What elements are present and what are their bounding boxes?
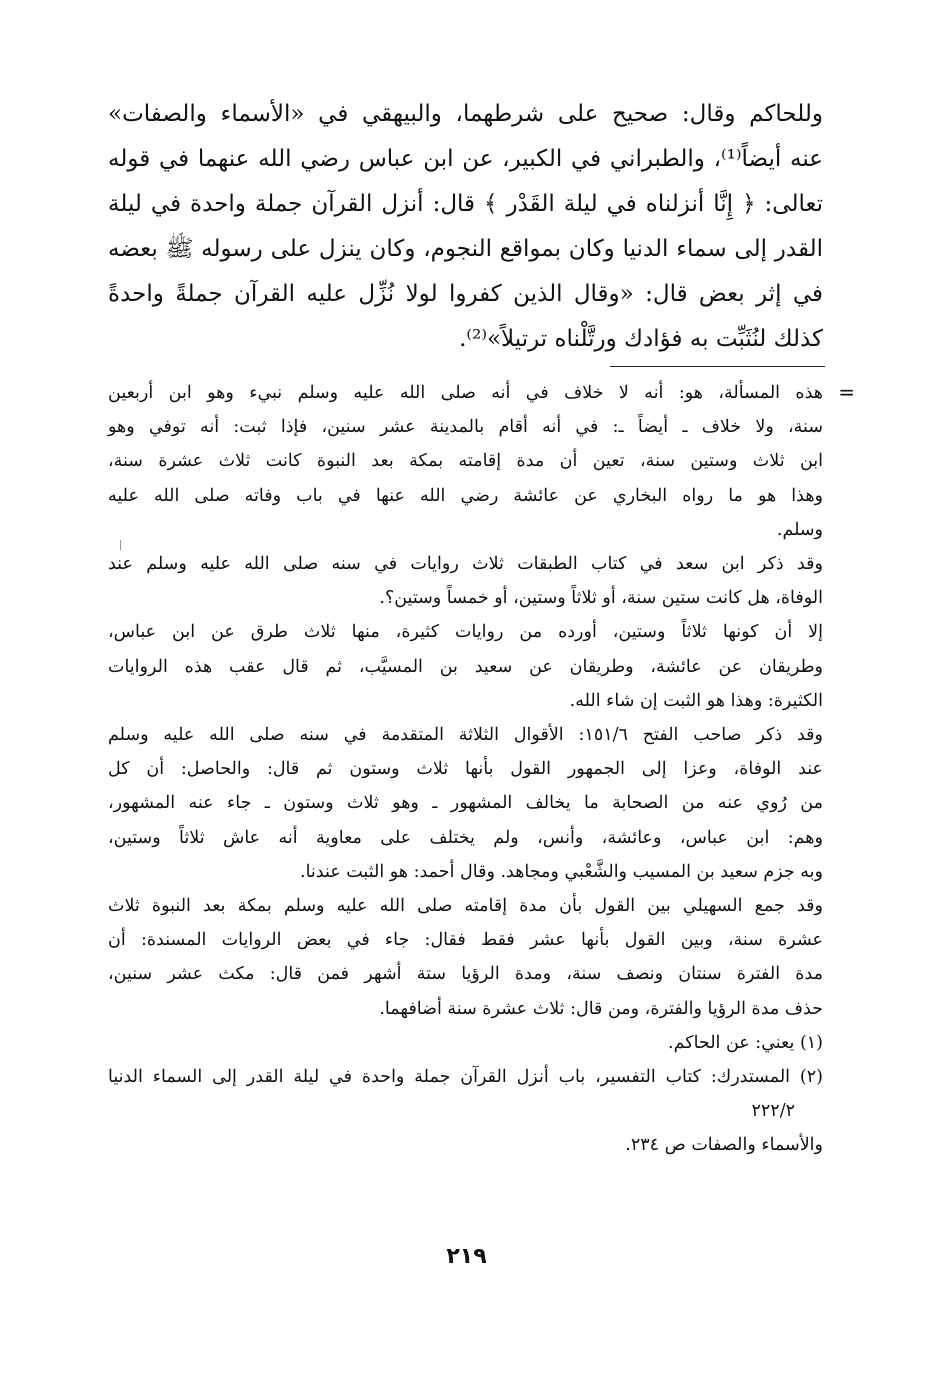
footnotes-block: [108, 376, 823, 1163]
footnote-line: وقد جمع السهيلي بين القول بأن مدة إقامته صلى الله عليه وسلم بمكة بعد النبوة ثلاث: [108, 896, 823, 917]
footnote-line: وطريقان عن عائشة، وطريقان عن سعيد بن المسيَّب، ثم قال عقب هذه الروايات: [108, 656, 823, 677]
footnote-line: من رُوي عنه من الصحابة ما يخالف المشهور ـ وهو ثلاث وستون ـ جاء عنه المشهور،: [108, 793, 823, 814]
main-text-block: [108, 92, 823, 362]
main-line: تعالى: ﴿ إِنَّا أنزلناه في ليلة القَدْر ﴾ قال: أنزل القرآن جملة واحدة في ليلة: [108, 191, 823, 217]
footnote-line: وهذا هو ما رواه البخاري عن عائشة رضي الله عنها في باب وفاته صلى الله عليه: [108, 485, 823, 506]
footnote-line: وسلم.: [776, 519, 823, 540]
footnote-line: وقد ذكر ابن سعد في كتاب الطبقات ثلاث روايات في سنه صلى الله عليه وسلم عند: [108, 554, 823, 575]
footnote-line: ابن ثلاث وستين سنة، تعين أن مدة إقامته بمكة بعد النبوة كانت ثلاث عشرة سنة،: [108, 451, 823, 472]
footnote-line: هذه المسألة، هو: أنه لا خلاف في أنه صلى الله عليه وسلم نبيء وهو ابن أربعين: [108, 383, 823, 403]
footnote-1: (١) يعني: عن الحاكم.: [668, 1032, 823, 1053]
footnote-line: عشرة سنة، وبين القول بأنها عشر فقط فقال: جاء في بعض الروايات المسندة: أن: [108, 930, 823, 951]
main-line: كذلك لنُثَبِّت به فؤادك ورتَّلْناه ترتيلاً»⁽²⁾.: [459, 326, 823, 352]
footnote-2: (٢) المستدرك: كتاب التفسير، باب أنزل القرآن جملة واحدة في ليلة القدر إلى السماء الدنيا: [108, 1067, 823, 1088]
footnote-line: وقد ذكر صاحب الفتح ١٥١/٦: الأقوال الثلاثة المتقدمة في سنه صلى الله عليه وسلم: [108, 725, 823, 746]
footnote-2-reference: ٢٢٢/٢: [751, 1101, 795, 1122]
footnote-line: وبه جزم سعيد بن المسيب والشَّعْبي ومجاهد. وقال أحمد: هو الثبت عندنا.: [300, 861, 823, 882]
footnote-line: الكثيرة: وهذا هو الثبت إن شاء الله.: [569, 690, 823, 711]
footnote-line: حذف مدة الرؤيا والفترة، ومن قال: ثلاث عشرة سنة أضافهما.: [379, 998, 823, 1019]
footnote-line: الوفاة، هل كانت ستين سنة، أو ثلاثاً وستين، أو خمساً وستين؟.: [379, 588, 823, 609]
footnote-line: عند الوفاة، وعزا إلى الجمهور القول بأنها ثلاث وستون ثم قال: والحاصل: أن كل: [108, 759, 823, 780]
footnote-line: وهم: ابن عباس، وعائشة، وأنس، ولم يختلف على معاوية أنه عاش ثلاثاً وستين،: [108, 827, 823, 848]
page-number: ٢١٩: [446, 1244, 487, 1269]
footnote-line: سنة، ولا خلاف ـ أيضاً ـ: في أنه أقام بالمدينة عشر سنين، فإذا ثبت: أنه توفي وهو: [108, 417, 823, 438]
main-line: وللحاكم وقال: صحيح على شرطهما، والبيهقي في «الأسماء والصفات»: [108, 101, 823, 127]
footnote-line: مدة الفترة سنتان ونصف سنة، ومدة الرؤيا ستة أشهر فمن قال: مكث عشر سنين،: [108, 964, 823, 985]
main-line: في إثر بعض قال: «وقال الذين كفروا لولا نُزِّل عليه القرآن جملةً واحدةً: [108, 281, 823, 307]
main-line: عنه أيضاً⁽¹⁾، والطبراني في الكبير، عن ابن عباس رضي الله عنهما في قوله: [108, 146, 823, 172]
main-line: القدر إلى سماء الدنيا وكان بمواقع النجوم، وكان ينزل على رسوله ﷺ بعضه: [108, 236, 823, 262]
footnote-separator-rule: [610, 366, 825, 367]
footnote-2-continued: والأسماء والصفات ص ٢٣٤.: [625, 1135, 823, 1156]
footnote-line: إلا أن كونها ثلاثاً وستين، أورده من روايات كثيرة، منها ثلاث طرق عن ابن عباس،: [108, 622, 823, 643]
continuation-mark: =: [838, 380, 855, 404]
